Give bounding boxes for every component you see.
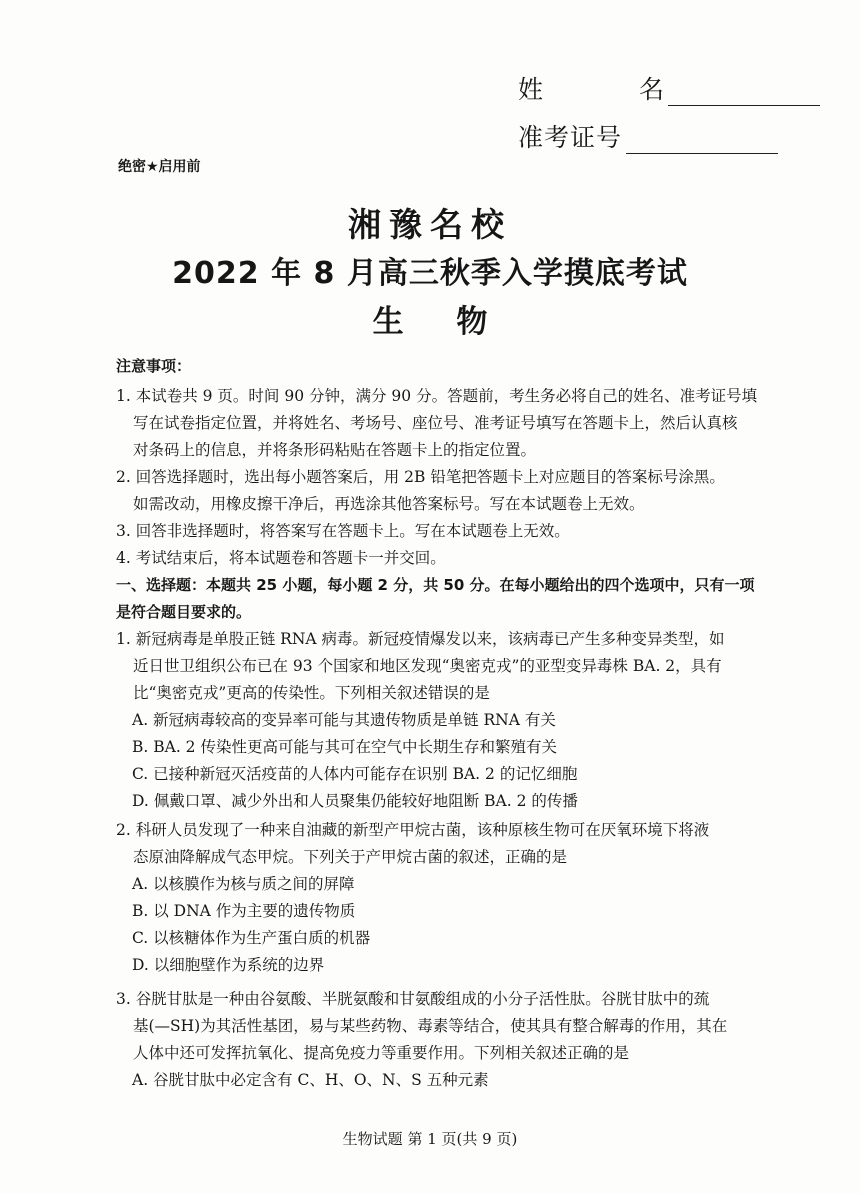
question-stem-line: 态原油降解成气态甲烷。下列关于产甲烷古菌的叙述，正确的是 (133, 848, 568, 866)
note-3 (116, 518, 776, 545)
note-1-line: 对条码上的信息，并将条形码粘贴在答题卡上的指定位置。 (133, 441, 537, 459)
option-a: A. 新冠病毒较高的变异率可能与其遗传物质是单链 RNA 有关 (132, 711, 556, 729)
exam-number-label: 准考证号 (518, 123, 623, 152)
question-1 (116, 626, 776, 815)
question-3 (116, 986, 776, 1094)
notes-heading: 注意事项： (116, 357, 192, 375)
note-4-line: 4. 考试结束后，将本试题卷和答题卡一并交回。 (116, 549, 446, 567)
page-footer: 生物试题 第 1 页(共 9 页) (342, 1130, 518, 1148)
question-stem-line: 1. 新冠病毒是单股正链 RNA 病毒。新冠疫情爆发以来，该病毒已产生多种变异类型，如 (116, 630, 725, 648)
question-stem-line: 3. 谷胱甘肽是一种由谷氨酸、半胱氨酸和甘氨酸组成的小分子活性肽。谷胱甘肽中的巯 (116, 990, 710, 1008)
name-label: 姓 名 (518, 75, 708, 104)
school-title: 湘豫名校 (348, 205, 512, 244)
option-c: C. 已接种新冠灭活疫苗的人体内可能存在识别 BA. 2 的记忆细胞 (132, 765, 578, 783)
exam-title: 2022 年 8 月高三秋季入学摸底考试 (172, 256, 688, 291)
note-3-line: 3. 回答非选择题时，将答案写在答题卡上。写在本试题卷上无效。 (116, 522, 570, 540)
option-b: B. 以 DNA 作为主要的遗传物质 (132, 902, 356, 920)
option-b: B. BA. 2 传染性更高可能与其可在空气中长期生存和繁殖有关 (132, 738, 557, 756)
question-2 (116, 817, 776, 979)
note-1-line: 写在试卷指定位置，并将姓名、考场号、座位号、准考证号填写在答题卡上，然后认真核 (133, 414, 738, 432)
question-stem-line: 2. 科研人员发现了一种来自油藏的新型产甲烷古菌，该种原核生物可在厌氧环境下将液 (116, 821, 710, 839)
question-stem-line: 比“奥密克戎”更高的传染性。下列相关叙述错误的是 (133, 684, 490, 702)
exam-number-field (518, 118, 778, 154)
question-stem-line: 基(—SH)为其活性基团，易与某些药物、毒素等结合，使其具有整合解毒的作用，其在 (133, 1017, 728, 1035)
question-stem-line: 人体中还可发挥抗氧化、提高免疫力等重要作用。下列相关叙述正确的是 (133, 1044, 630, 1062)
option-a: A. 以核膜作为核与质之间的屏障 (132, 875, 355, 893)
subject-title: 生 物 (372, 304, 488, 340)
note-1 (116, 383, 776, 464)
confidential-mark: 绝密★启用前 (118, 159, 201, 175)
option-d: D. 以细胞壁作为系统的边界 (132, 956, 325, 974)
note-4 (116, 545, 776, 572)
name-blank[interactable] (668, 75, 820, 106)
option-c: C. 以核糖体作为生产蛋白质的机器 (132, 929, 371, 947)
name-field (518, 70, 820, 106)
note-2-line: 如需改动，用橡皮擦干净后，再选涂其他答案标号。写在本试题卷上无效。 (133, 495, 645, 513)
section-1-line: 一、选择题：本题共 25 小题，每小题 2 分，共 50 分。在每小题给出的四个选项中，只有一项 (116, 576, 755, 594)
note-2 (116, 464, 776, 518)
section-1-heading (116, 572, 776, 626)
note-2-line: 2. 回答选择题时，选出每小题答案后，用 2B 铅笔把答题卡上对应题目的答案标号涂黑。 (116, 468, 725, 486)
option-a: A. 谷胱甘肽中必定含有 C、H、O、N、S 五种元素 (132, 1071, 489, 1089)
question-stem-line: 近日世卫组织公布已在 93 个国家和地区发现“奥密克戎”的亚型变异毒株 BA. 2，具有 (133, 657, 722, 675)
option-d: D. 佩戴口罩、减少外出和人员聚集仍能较好地阻断 BA. 2 的传播 (132, 792, 578, 810)
exam-number-blank[interactable] (626, 123, 778, 154)
section-1-line: 是符合题目要求的。 (116, 603, 252, 621)
note-1-line: 1. 本试卷共 9 页。时间 90 分钟，满分 90 分。答题前，考生务必将自己的姓名、准考证号填 (116, 387, 758, 405)
